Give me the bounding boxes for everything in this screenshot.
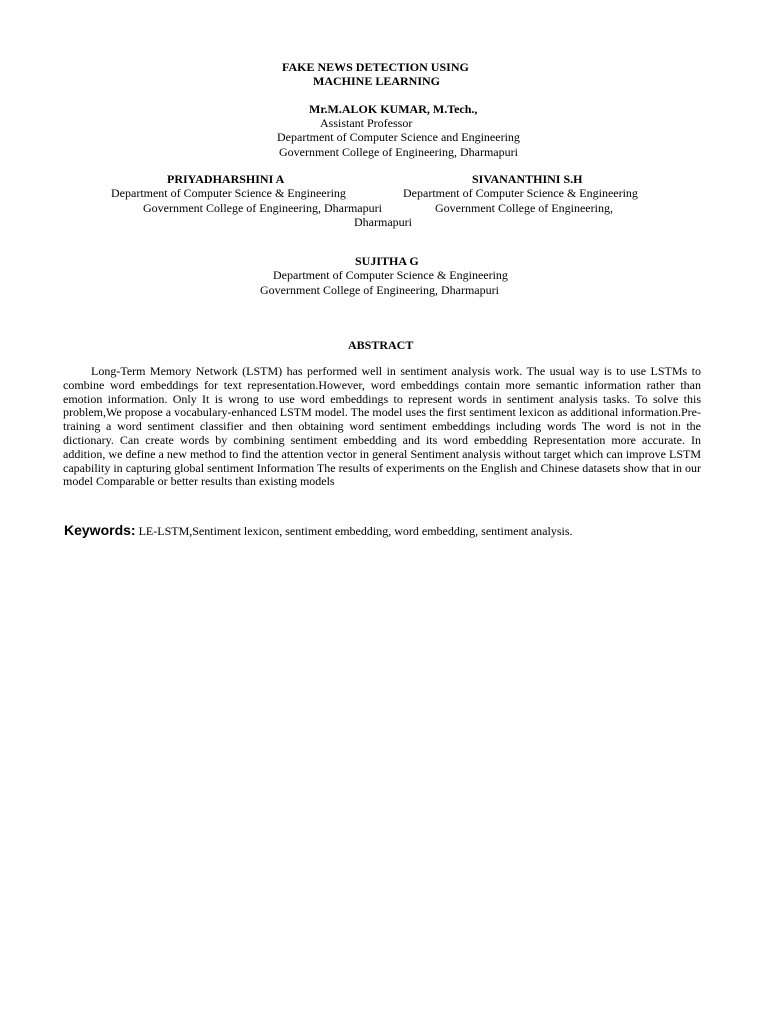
author-2-college-continued: Dharmapuri [354,215,412,229]
author-2-department: Department of Computer Science & Engineering [403,186,638,200]
author-3-department: Department of Computer Science & Engineering [273,268,508,282]
paper-title-line-2: MACHINE LEARNING [313,74,441,88]
author-2-college: Government College of Engineering, [435,201,613,215]
advisor-role: Assistant Professor [320,116,413,130]
author-3-college: Government College of Engineering, Dharmapuri [260,283,499,297]
paper-title-line-1: FAKE NEWS DETECTION USING [282,60,469,74]
keywords-line [64,522,573,539]
advisor-department: Department of Computer Science and Engineering [277,130,520,144]
abstract-heading: ABSTRACT [348,338,414,352]
author-1-department: Department of Computer Science & Engineering [111,186,346,200]
author-1-college: Government College of Engineering, Dharmapuri [143,201,382,215]
advisor-name: Mr.M.ALOK KUMAR, M.Tech., [309,102,478,116]
author-2-name: SIVANANTHINI S.H [472,172,583,186]
keywords-text: LE-LSTM,Sentiment lexicon, sentiment embedding, word embedding, sentiment analysis. [135,524,573,538]
abstract-paragraph: Long-Term Memory Network (LSTM) has performed well in sentiment analysis work. The usual way is to use LSTMs to combine word embeddings for text representation.However, word embeddings contain more semantic information rather than emotion information. Only It is wrong to use word embeddings to represent words in sentiment analysis tasks. To solve this problem,We propose a vocabulary-enhanced LSTM model. The model uses the first sentiment lexicon as additional information.Pre-training a word sentiment classifier and then obtaining word sentiment embeddings including words The word is not in the dictionary. Can create words by combining sentiment embedding and its word embedding Representation more accurate. In addition, we define a new method to find the attention vector in general Sentiment analysis without target which can improve LSTM capability in capturing global sentiment Information The results of experiments on the English and Chinese datasets show that in our model Comparable or better results than existing models [63,364,701,489]
author-3-name: SUJITHA G [355,254,419,268]
author-1-name: PRIYADHARSHINI A [167,172,285,186]
keywords-label: Keywords: [64,522,136,538]
abstract-body [63,365,701,489]
advisor-college: Government College of Engineering, Dharmapuri [279,145,518,159]
